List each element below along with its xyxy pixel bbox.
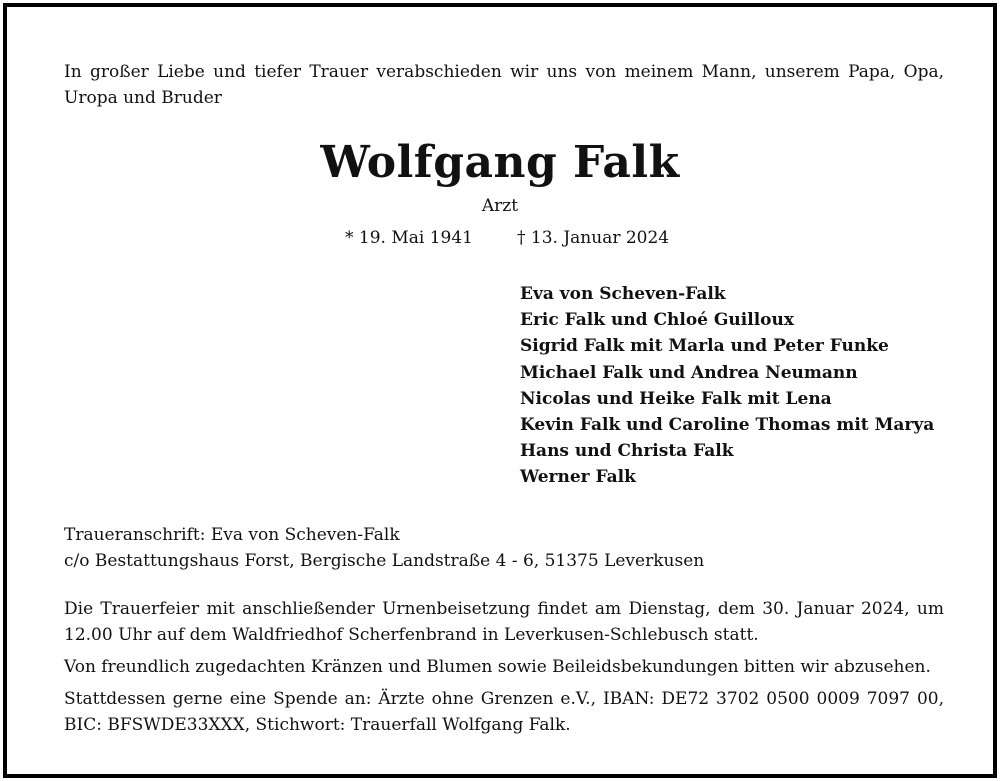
mourning-address bbox=[64, 522, 944, 574]
death-date: † 13. Januar 2024 bbox=[517, 228, 670, 248]
deceased-profession: Arzt bbox=[481, 196, 519, 216]
birth-date: * 19. Mai 1941 bbox=[345, 228, 473, 248]
intro-text: In großer Liebe und tiefer Trauer verabschieden wir uns von meinem Mann, unserem Papa, Opa, Uropa und Bruder bbox=[64, 62, 944, 108]
flowers-note: Von freundlich zugedachten Kränzen und Blumen sowie Beileidsbekundungen bitten wir abzusehen. bbox=[64, 657, 931, 677]
address-line-1: Traueranschrift: Eva von Scheven-Falk bbox=[64, 525, 400, 545]
donation-text: Stattdessen gerne eine Spende an: Ärzte ohne Grenzen e.V., IBAN: DE72 3702 0500 0009 7097 00, BIC: BFSWDE33XXX, Stichwort: Trauerfall Wolfgang Falk. bbox=[64, 689, 944, 735]
mourner-item: Werner Falk bbox=[520, 467, 636, 488]
mourner-item: Eric Falk und Chloé Guilloux bbox=[520, 310, 794, 331]
mourner-item: Kevin Falk und Caroline Thomas mit Marya bbox=[520, 415, 935, 436]
obituary-frame bbox=[3, 3, 997, 778]
mourner-item: Nicolas und Heike Falk mit Lena bbox=[520, 388, 832, 409]
mourner-item: Eva von Scheven-Falk bbox=[520, 284, 726, 304]
address-line-2: c/o Bestattungshaus Forst, Bergische Landstraße 4 - 6, 51375 Leverkusen bbox=[64, 551, 705, 571]
mourner-item: Michael Falk und Andrea Neumann bbox=[520, 362, 858, 383]
deceased-name: Wolfgang Falk bbox=[320, 137, 680, 188]
mourners-list bbox=[520, 281, 934, 491]
ceremony-text: Die Trauerfeier mit anschließender Urnenbeisetzung findet am Dienstag, dem 30. Januar 2024, um 12.00 Uhr auf dem Waldfriedhof Scherfenbrand in Leverkusen-Schlebusch statt. bbox=[64, 599, 944, 645]
mourner-item: Hans und Christa Falk bbox=[520, 441, 734, 462]
mourner-item: Sigrid Falk mit Marla und Peter Funke bbox=[520, 336, 889, 357]
